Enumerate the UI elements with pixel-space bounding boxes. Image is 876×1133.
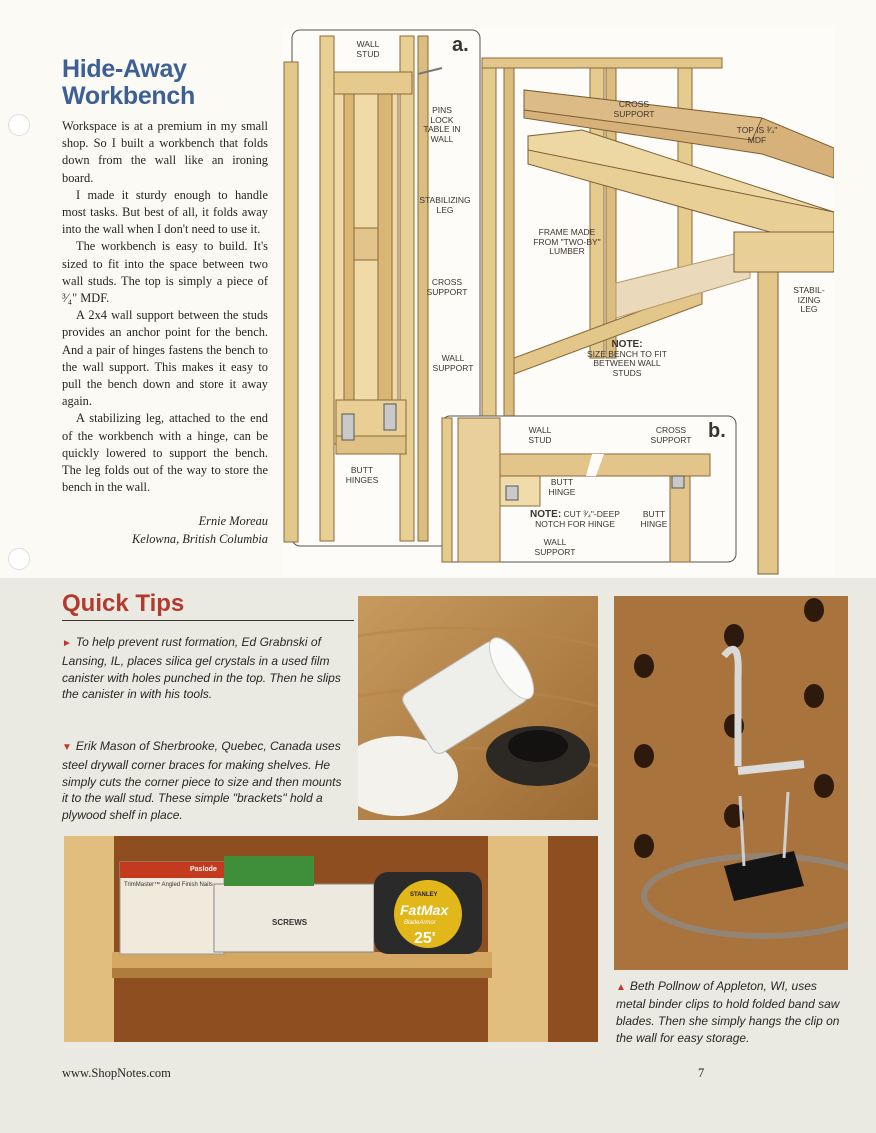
label-wall-support-b: WALL SUPPORT: [534, 537, 576, 557]
label-tape-size: 25': [414, 930, 436, 947]
label-butt-hinges: BUTT HINGES: [345, 465, 379, 485]
label-screws: SCREWS: [272, 918, 308, 927]
article-paragraph: I made it sturdy enough to handle most tasks. But best of all, it folds away into the wall when I don't need to use it.: [62, 187, 268, 237]
article-paragraph: The workbench is easy to build. It's sized to fit into the space between two wall studs. The top is simply a piece of ³⁄₄" MDF.: [62, 239, 268, 306]
label-trimmaster: TrimMaster™ Angled Finish Nails: [124, 882, 213, 888]
workbench-diagram: [282, 28, 834, 576]
note-main-title: NOTE:: [611, 339, 643, 350]
tip-1-text: To help prevent rust formation, Ed Grabnski of Lansing, IL, places silica gel crystals in a used film canister with holes punched in the top. Then he slips the canister in with his tools.: [62, 635, 341, 702]
note-b: [520, 510, 630, 529]
photo-film-canister: [358, 596, 598, 820]
label-fatmax: FatMax: [400, 902, 449, 918]
author-location: Kelowna, British Columbia: [132, 532, 268, 546]
footer-url: www.ShopNotes.com: [62, 1066, 171, 1080]
label-wall-support-a: WALL SUPPORT: [432, 353, 474, 373]
article-paragraph: A stabilizing leg, attached to the end of the workbench with a hinge, can be quickly lowered to support the bench. The leg folds out of the way to store the bench in the wall.: [62, 411, 268, 495]
label-top-mdf: TOP IS ³⁄₄" MDF: [736, 125, 778, 145]
punch-hole: [8, 114, 30, 136]
tip-1: [62, 634, 350, 703]
panel-letter-a: a.: [452, 34, 469, 56]
divider: [62, 620, 354, 621]
label-stabilizing-leg-main: STABIL- IZING LEG: [793, 285, 825, 314]
note-b-title: NOTE:: [530, 509, 562, 520]
label-stabilizing-leg-a: STABILIZING LEG: [419, 195, 471, 215]
quick-tips-title: Quick Tips: [62, 590, 185, 617]
label-cross-support-b: CROSS SUPPORT: [650, 425, 692, 445]
photo-caption: [616, 978, 848, 1047]
note-b-text: CUT ³⁄₄"-DEEP NOTCH FOR HINGE: [535, 509, 620, 529]
photo-shelf: [64, 836, 598, 1042]
byline: [62, 512, 268, 548]
label-pins: PINS LOCK TABLE IN WALL: [423, 105, 461, 144]
panel-letter-b: b.: [708, 420, 726, 442]
label-frame: FRAME MADE FROM "TWO-BY" LUMBER: [533, 227, 601, 256]
arrow-down-icon: ▼: [62, 742, 72, 753]
page-number: 7: [698, 1066, 705, 1080]
article-body: [62, 118, 268, 496]
label-wall-stud-a: WALL STUD: [356, 39, 380, 59]
label-butt-hinge-b1: BUTT HINGE: [548, 477, 576, 497]
caption-text: Beth Pollnow of Appleton, WI, uses metal binder clips to hold folded band saw blades. Then she simply hangs the clip on the wall for easy storage.: [616, 979, 840, 1045]
photo-pegboard-binder-clip: [614, 596, 848, 970]
arrow-up-icon: ▲: [616, 982, 626, 993]
label-butt-hinge-b2: BUTT HINGE: [640, 509, 668, 529]
note-main: [582, 340, 672, 378]
label-stanley: STANLEY: [410, 892, 438, 898]
label-paslode: Paslode: [190, 866, 217, 873]
article-title: Hide-Away Workbench: [62, 55, 195, 110]
tip-2-name: Erik Mason: [75, 739, 136, 753]
arrow-right-icon: ►: [62, 638, 72, 649]
label-cross-support-main: CROSS SUPPORT: [613, 99, 655, 119]
label-bladearmor: BladeArmor: [404, 920, 436, 926]
author-name: Ernie Moreau: [198, 514, 268, 528]
tip-2: [62, 738, 350, 824]
article-paragraph: A 2x4 wall support between the studs provides an anchor point for the bench. And a pair of hinges fastens the bench to the wall support. This makes it easy to pull the bench down and store it away again.: [62, 308, 268, 409]
label-wall-stud-b: WALL STUD: [528, 425, 552, 445]
tip-2-text: of Sherbrooke, Quebec, Canada uses steel drywall corner braces for making shelves. He simply cuts the corner piece to size and then mounts it to the wall stud. These simple "brackets" hold a plywood shelf in place.: [62, 739, 342, 823]
punch-hole: [8, 548, 30, 570]
article-paragraph: Workspace is at a premium in my small shop. So I built a workbench that folds down from the wall like an ironing board.: [62, 119, 268, 185]
label-cross-support-a: CROSS SUPPORT: [426, 277, 468, 297]
note-main-text: SIZE BENCH TO FIT BETWEEN WALL STUDS: [587, 348, 667, 378]
